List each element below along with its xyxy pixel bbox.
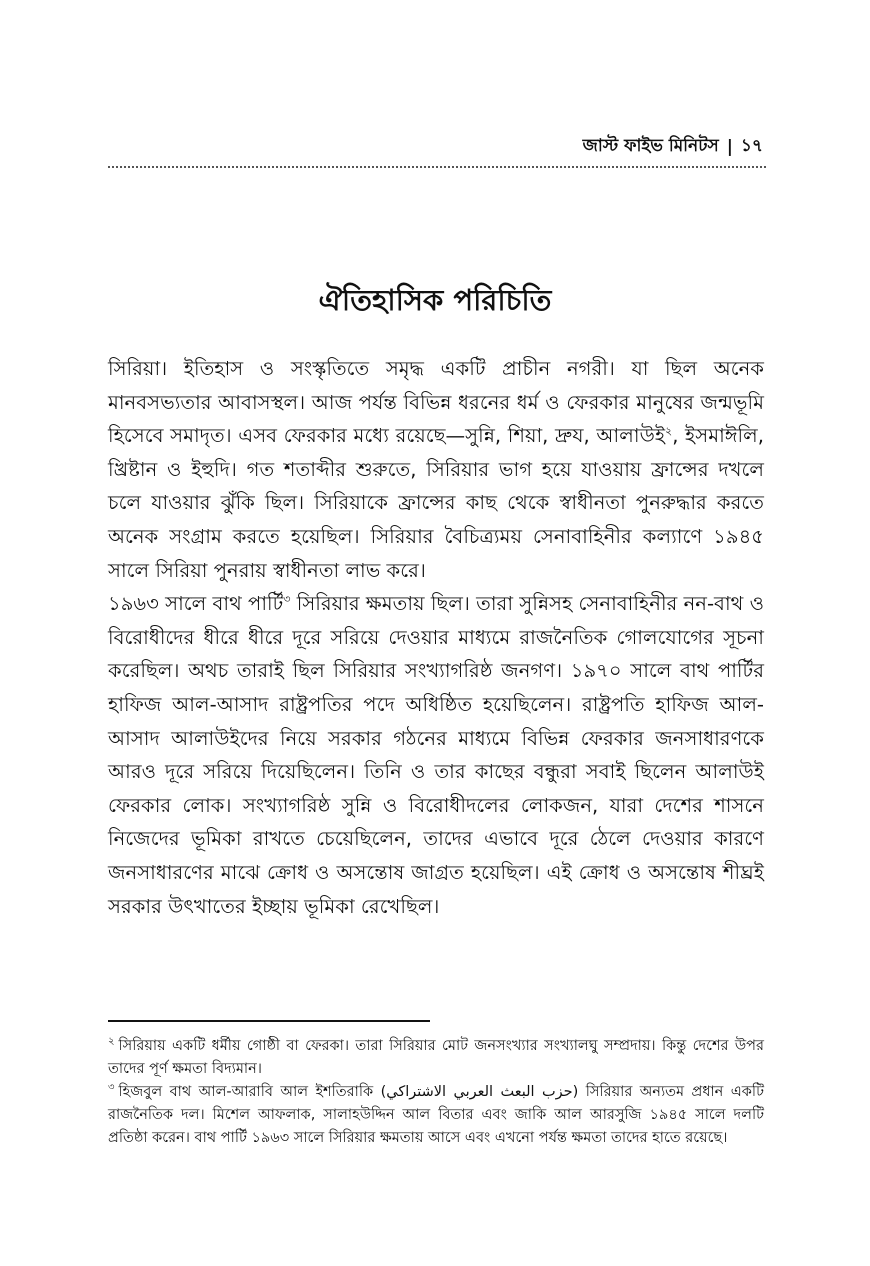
arabic-party-name: حزب البعث العربي الاشتراكي <box>386 1084 573 1100</box>
footnote-separator <box>108 1020 430 1022</box>
paragraph-text: সিরিয়া। ইতিহাস ও সংস্কৃতিতে সমৃদ্ধ একটি প্রাচীন নগরী। যা ছিল অনেক মানবসভ্যতার আবাসস্থল। আজ পর্যন্ত বিভিন্ন ধরনের ধর্ম ও ফেরকার মানুষের জন্মভূমি হিসেবে সমাদৃত। এসব ফেরকার মধ্যে রয়েছে—সুন্নি, শিয়া, দ্রুয, আলাউই <box>108 357 764 448</box>
paragraph <box>108 587 764 923</box>
footnote-number: ২ <box>108 1036 115 1048</box>
body-text <box>108 352 764 923</box>
page-number: ১৭ <box>740 136 763 156</box>
chapter-title: ঐতিহাসিক পরিচিতি <box>318 283 552 317</box>
paragraph-text: ১৯৬৩ সালে বাথ পার্টি <box>108 592 284 616</box>
footnote-text: সিরিয়ায় একটি ধর্মীয় গোষ্ঠী বা ফেরকা। তারা সিরিয়ার মোট জনসংখ্যার সংখ্যালঘু সম্প্রদায়। কিন্তু দেশের উপর তাদের পূর্ণ ক্ষমতা বিদ্যমান। <box>108 1038 764 1077</box>
running-header <box>108 130 763 164</box>
footnote-reference[interactable]: ৩ <box>283 592 291 606</box>
footnote-text: হিজবুল বাথ আল-আরাবি আল ইশতিরাকি ( <box>118 1084 387 1100</box>
paragraph-text: সিরিয়ার ক্ষমতায় ছিল। তারা সুন্নিসহ সেনাবাহিনীর নন-বাথ ও বিরোধীদের ধীরে ধীরে দূরে সরিয়ে দেওয়ার মাধ্যমে রাজনৈতিক গোলযোগের সূচনা করেছিল। অথচ তারাই ছিল সিরিয়ার সংখ্যাগরিষ্ঠ জনগণ। ১৯৭০ সালে বাথ পার্টির হাফিজ আল-আসাদ রাষ্ট্রপতির পদে অধিষ্ঠিত হয়েছিলেন। রাষ্ট্রপতি হাফিজ আল-আসাদ আলাউইদের নিয়ে সরকার গঠনের মাধ্যমে বিভিন্ন ফেরকার জনসাধারণকে আরও দূরে সরিয়ে দিয়েছিলেন। তিনি ও তার কাছের বন্ধুরা সবাই ছিলেন আলাউই ফেরকার লোক। সংখ্যাগরিষ্ঠ সুন্নি ও বিরোধীদলের লোকজন, যারা দেশের শাসনে নিজেদের ভূমিকা রাখতে চেয়েছিলেন, তাদের এভাবে দূরে ঠেলে দেওয়ার কারণে জনসাধারণের মাঝে ক্রোধ ও অসন্তোষ জাগ্রত হয়েছিল। এই ক্রোধ ও অসন্তোষ শীঘ্রই সরকার উৎখাতের ইচ্ছায় ভূমিকা রেখেছিল। <box>108 592 764 918</box>
footnote <box>108 1035 764 1081</box>
paragraph-text: , ইসমাঈলি, খ্রিষ্টান ও ইহুদি। গত শতাব্দীর শুরুতে, সিরিয়ার ভাগ হয়ে যাওয়ায় ফ্রান্সের দখলে চলে যাওয়ার ঝুঁকি ছিল। সিরিয়াকে ফ্রান্সের কাছ থেকে স্বাধীনতা পুনরুদ্ধার করতে অনেক সংগ্রাম করতে হয়েছিল। সিরিয়ার বৈচিত্র্যময় সেনাবাহিনীর কল্যাণে ১৯৪৫ সালে সিরিয়া পুনরায় স্বাধীনতা লাভ করে। <box>108 424 764 582</box>
footnote-text: ) সিরিয়ার অন্যতম প্রধান একটি রাজনৈতিক দল। মিশেল আফলাক, সালাহউদ্দিন আল বিতার এবং জাকি আল আরসুজি ১৯৪৫ সালে দলটি প্রতিষ্ঠা করেন। বাথ পার্টি ১৯৬৩ সালে সিরিয়ার ক্ষমতায় আসে এবং এখনো পর্যন্ত ক্ষমতা তাদের হাতে রয়েছে। <box>108 1084 764 1146</box>
footnotes <box>108 1035 764 1150</box>
header-separator: | <box>726 137 733 157</box>
footnote-reference[interactable]: ২ <box>665 424 673 438</box>
footnote <box>108 1081 764 1150</box>
header-dotted-rule <box>108 166 766 168</box>
paragraph <box>108 352 764 587</box>
footnote-number: ৩ <box>108 1082 115 1094</box>
book-title: জাস্ট ফাইভ মিনিটস <box>582 136 719 156</box>
